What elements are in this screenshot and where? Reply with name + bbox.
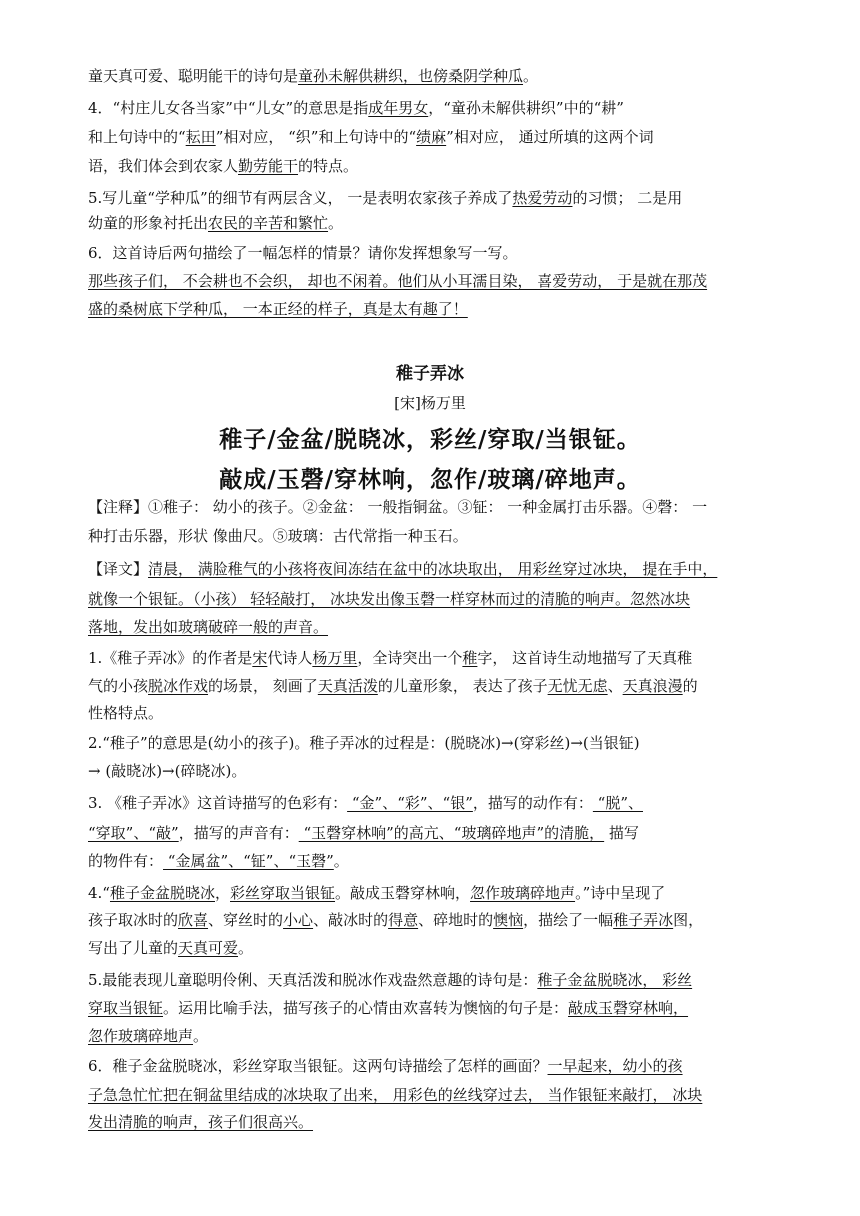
text: ，“童孙未解供耕织”中的“耕” xyxy=(428,99,624,117)
text: 的儿童形象， 表达了孩子 xyxy=(377,677,548,695)
answer: 子急急忙忙把在铜盆里结成的冰块取了出来， 用彩色的丝线穿过去， 当作银钲来敲打， 冰块 xyxy=(88,1086,703,1104)
q5-line-1 xyxy=(88,967,782,993)
poem-verse-2: 敲成/玉磬/穿林响，忽作/玻璃/碎地声。 xyxy=(219,466,641,493)
answer: 稚子金盆脱晓冰 xyxy=(109,884,215,902)
text: 5.最能表现儿童聪明伶俐、天真活泼和脱冰作戏盎然意趣的诗句是： xyxy=(88,971,538,989)
text: 。”诗中呈现了 xyxy=(575,884,666,902)
text: 。 xyxy=(523,67,539,85)
answer: “脱”、 xyxy=(592,794,643,812)
answer: 敲成玉磬穿林响， xyxy=(568,999,689,1017)
answer: 发出清脆的响声，孩子们很高兴。 xyxy=(88,1113,314,1131)
translation-line-3 xyxy=(88,614,782,640)
prev-q6-answer-1 xyxy=(88,268,782,294)
answer: 一早起来，幼小的孩 xyxy=(547,1057,683,1075)
answer: 天真活泼 xyxy=(317,677,378,695)
text: 的场景， 刻画了 xyxy=(208,677,318,695)
notes-line-1: 【注释】①稚子： 幼小的孩子。②金盆： 一般指铜盆。③钲： 一种金属打击乐器。④磬： 一 xyxy=(88,498,708,516)
text: 。敲成玉磬穿林响， xyxy=(335,884,471,902)
text: ，全诗突出一个 xyxy=(357,649,463,667)
answer: 热爱劳动 xyxy=(512,189,573,207)
q6-line-2 xyxy=(88,1082,782,1108)
answer: 稚 xyxy=(462,649,478,667)
answer: 盛的桑树底下学种瓜， 一本正经的样子，真是太有趣了！ xyxy=(88,300,468,318)
text: ，描绘了一幅 xyxy=(523,911,614,929)
text: 、敲冰时的 xyxy=(313,911,389,929)
answer: 绩麻 xyxy=(416,128,447,146)
text: 语，我们体会到农家人 xyxy=(88,157,239,175)
text: 、 xyxy=(607,677,623,695)
answer: 稚子弄冰 xyxy=(613,911,674,929)
text: 描写 xyxy=(604,824,639,842)
text: 4.“ xyxy=(88,884,110,902)
text: 的物件有： xyxy=(88,852,164,870)
answer: 忽作玻璃碎地声 xyxy=(470,884,576,902)
answer: 彩丝穿取当银钲 xyxy=(230,884,336,902)
answer: 成年男女 xyxy=(368,99,429,117)
text: ”相对应， 通过所填的这两个词 xyxy=(446,128,654,146)
q3-line-1 xyxy=(88,790,782,816)
answer: 忽作玻璃碎地声 xyxy=(88,1027,194,1045)
text: 字， 这首诗生动地描写了天真稚 xyxy=(477,649,693,667)
text: 写出了儿童的 xyxy=(88,939,179,957)
q6-line-3 xyxy=(88,1109,782,1135)
poem-verse-1: 稚子/金盆/脱晓冰，彩丝/穿取/当银钲。 xyxy=(219,426,641,453)
q1-line-2 xyxy=(88,673,782,699)
text: 4．“村庄儿女各当家”中“儿女”的意思是指 xyxy=(88,99,369,117)
answer: 懊恼 xyxy=(493,911,524,929)
prev-q4-line-1 xyxy=(88,95,782,121)
answer: 得意 xyxy=(388,911,419,929)
answer: 欣喜 xyxy=(178,911,209,929)
q1-line-1 xyxy=(88,645,782,671)
q3-line-2 xyxy=(88,820,782,846)
text: 。运用比喻手法，描写孩子的心情由欢喜转为懊恼的句子是： xyxy=(163,999,569,1017)
answer: “金”、“彩”、“银” xyxy=(347,794,473,812)
poem-author: [宋]杨万里 xyxy=(394,394,466,412)
answer: 天真浪漫 xyxy=(622,677,683,695)
answer: 落地，发出如玻璃破碎一般的声音。 xyxy=(88,618,329,636)
translation-line-2 xyxy=(88,586,782,612)
text: 3. 《稚子弄冰》这首诗描写的色彩有： xyxy=(88,794,348,812)
prev-q6: 6．这首诗后两句描绘了一幅怎样的情景？请你发挥想象写一写。 xyxy=(88,244,518,262)
text: 幼童的形象衬托出 xyxy=(88,214,209,232)
text: 、碎地时的 xyxy=(418,911,494,929)
prev-q5-line-1 xyxy=(88,185,782,211)
answer: 宋 xyxy=(252,649,268,667)
text: 的特点。 xyxy=(298,157,359,175)
answer: 穿取当银钲 xyxy=(88,999,164,1017)
text: 和上句诗中的“ xyxy=(88,128,186,146)
text: 。 xyxy=(238,939,254,957)
answer: 稚子金盆脱晓冰， 彩丝 xyxy=(537,971,693,989)
answer: “玉磬穿林响”的高亢、“玻璃碎地声”的清脆， xyxy=(298,824,605,842)
text: 。 xyxy=(333,852,349,870)
text: 、穿丝时的 xyxy=(208,911,284,929)
notes-line-2: 种打击乐器，形状 像曲尺。⑤玻璃：古代常指一种玉石。 xyxy=(88,527,468,545)
answer: 耘田 xyxy=(185,128,216,146)
text: 童天真可爱、聪明能干的诗句是 xyxy=(88,67,299,85)
poem-title: 稚子弄冰 xyxy=(396,364,464,384)
q2-line-1: 2.“稚子”的意思是(幼小的孩子)。稚子弄冰的过程是：(脱晓冰)→(穿彩丝)→(当银钲) xyxy=(88,734,640,752)
prev-q6-answer-2 xyxy=(88,296,782,322)
q1-line-3: 性格特点。 xyxy=(88,704,164,722)
text: 。 xyxy=(193,1027,209,1045)
prev-q4-line-2 xyxy=(88,124,782,150)
text: 5.写儿童“学种瓜”的细节有两层含义， 一是表明农家孩子养成了 xyxy=(88,189,513,207)
answer: 就像一个银钲。（小孩） 轻轻敲打， 冰块发出像玉磬一样穿林而过的清脆的响声。忽然冰块 xyxy=(88,590,691,608)
prev-q4-line-3 xyxy=(88,153,782,179)
q4-line-3 xyxy=(88,935,782,961)
q4-line-1 xyxy=(88,880,782,906)
answer: 那些孩子们， 不会耕也不会织， 却也不闲着。他们从小耳濡目染， 喜爱劳动， 于是就在那茂 xyxy=(88,272,708,290)
answer: 杨万里 xyxy=(312,649,358,667)
answer: 无忧无虑 xyxy=(547,677,608,695)
translation-line-1 xyxy=(88,556,782,582)
text: 。 xyxy=(328,214,344,232)
answer: 农民的辛苦和繁忙 xyxy=(208,214,329,232)
answer: 小心 xyxy=(283,911,314,929)
q3-line-3 xyxy=(88,848,782,874)
q4-line-2 xyxy=(88,907,782,933)
prev-q5-line-2 xyxy=(88,210,782,236)
translation-label: 【译文】 xyxy=(88,560,149,578)
q2-line-2: → (敲晓冰)→(碎晓冰)。 xyxy=(88,762,247,780)
answer: “金属盆”、“钲”、“玉磬” xyxy=(163,852,334,870)
answer: 勤劳能干 xyxy=(238,157,299,175)
text: 图， xyxy=(673,911,704,929)
answer: 天真可爱 xyxy=(178,939,239,957)
prev-line-1 xyxy=(88,63,782,89)
text: ，描写的声音有： xyxy=(178,824,299,842)
text: 6．稚子金盆脱晓冰，彩丝穿取当银钲。这两句诗描绘了怎样的画面？ xyxy=(88,1057,548,1075)
answer: 清晨， 满脸稚气的小孩将夜间冻结在盆中的冰块取出， 用彩丝穿过冰块， 提在手中， xyxy=(148,560,718,578)
q6-line-1 xyxy=(88,1053,782,1079)
text: 的 xyxy=(682,677,698,695)
answer: 脱冰作戏 xyxy=(148,677,209,695)
text: 气的小孩 xyxy=(88,677,149,695)
text: 孩子取冰时的 xyxy=(88,911,179,929)
answer: 童孙未解供耕织，也傍桑阴学种瓜 xyxy=(298,67,524,85)
q5-line-2 xyxy=(88,995,782,1021)
text: 的习惯； 二是用 xyxy=(572,189,683,207)
text: ，描写的动作有： xyxy=(472,794,593,812)
q5-line-3 xyxy=(88,1023,782,1049)
text: ， xyxy=(215,884,231,902)
text: 代诗人 xyxy=(267,649,313,667)
answer: “穿取”、“敲” xyxy=(88,824,179,842)
text: ”相对应， “织”和上句诗中的“ xyxy=(215,128,417,146)
text: 1.《稚子弄冰》的作者是 xyxy=(88,649,253,667)
